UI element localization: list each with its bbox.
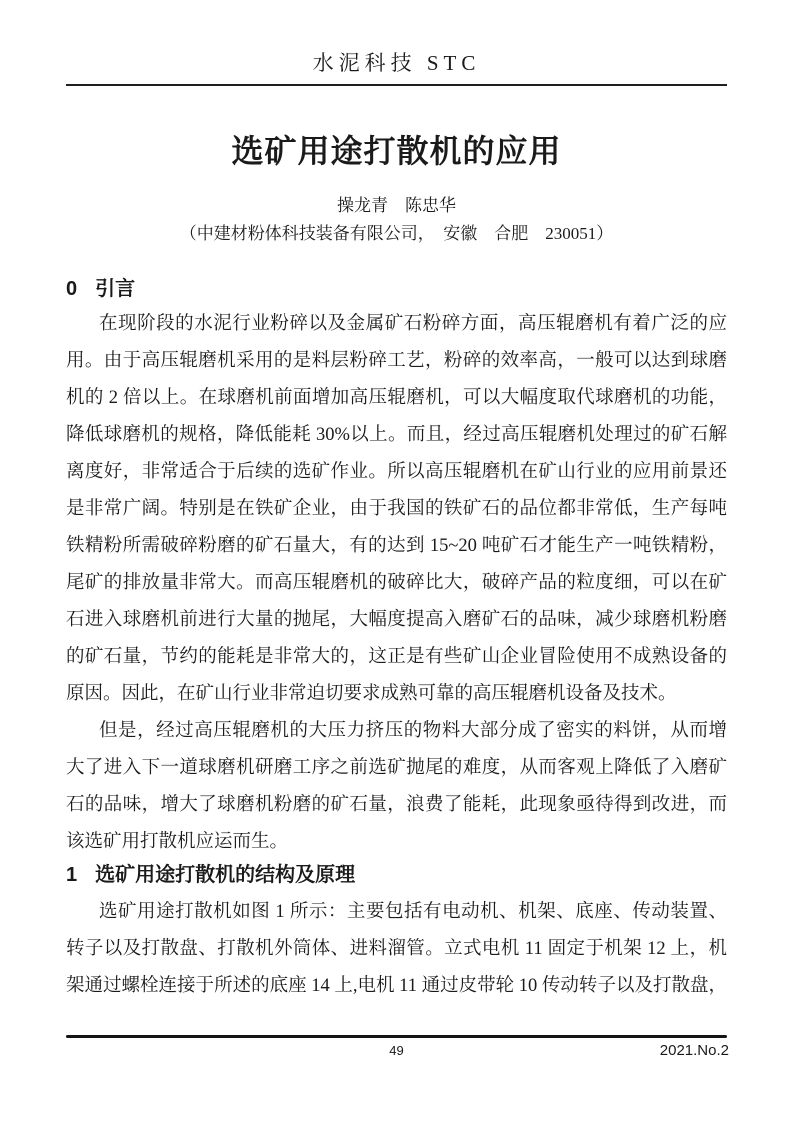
header-rule (66, 84, 727, 86)
paragraph (66, 894, 727, 1005)
text-line: 架通过螺栓连接于所述的底座 14 上,电机 11 通过皮带轮 10 传动转子以及打散盘， (66, 976, 727, 996)
article-title: 选矿用途打散机的应用 (231, 133, 562, 169)
issue-label: 2021.No.2 (659, 1042, 729, 1059)
text-line: 铁精粉所需破碎粉磨的矿石量大，有的达到 15~20 吨矿石才能生产一吨铁精粉， (66, 536, 727, 556)
text-line: 用。由于高压辊磨机采用的是料层粉碎工艺，粉碎的效率高，一般可以达到球磨 (66, 351, 727, 371)
text-line: 选矿用途打散机如图 1 所示：主要包括有电动机、机架、底座、传动装置、 (99, 902, 727, 922)
text-line: 的矿石量，节约的能耗是非常大的，这正是有些矿山企业冒险使用不成熟设备的 (66, 647, 727, 667)
text-line: 是非常广阔。特别是在铁矿企业，由于我国的铁矿石的品位都非常低，生产每吨 (66, 499, 727, 519)
section-number: 1 (66, 864, 78, 886)
text-line: 在现阶段的水泥行业粉碎以及金属矿石粉碎方面，高压辊磨机有着广泛的应 (99, 314, 727, 334)
page-number: 49 (389, 1043, 404, 1058)
text-line: 石的品味，增大了球磨机粉磨的矿石量，浪费了能耗，此现象亟待得到改进，而 (66, 795, 727, 815)
text-line: 机的 2 倍以上。在球磨机前面增加高压辊磨机，可以大幅度取代球磨机的功能， (66, 388, 727, 408)
section-title: 选矿用途打散机的结构及原理 (95, 864, 356, 886)
paragraph (66, 306, 727, 713)
text-line: 原因。因此，在矿山行业非常迫切要求成熟可靠的高压辊磨机设备及技术。 (66, 684, 677, 704)
text-line: 转子以及打散盘、打散机外筒体、进料溜管。立式电机 11 固定于机架 12 上，机 (66, 939, 727, 959)
text-line: 但是，经过高压辊磨机的大压力挤压的物料大部分成了密实的料饼，从而增 (99, 721, 727, 741)
text-line: 降低球磨机的规格，降低能耗 30%以上。而且，经过高压辊磨机处理过的矿石解 (66, 425, 727, 445)
section-0-body (66, 306, 727, 861)
section-title: 引言 (95, 278, 136, 300)
section-1-body (66, 894, 727, 1005)
paragraph (66, 713, 727, 861)
text-line: 大了进入下一道球磨机研磨工序之前选矿抛尾的难度，从而客观上降低了入磨矿 (66, 758, 727, 778)
authors: 操龙青 陈忠华 (337, 196, 456, 215)
section-heading-0 (66, 272, 135, 301)
journal-header: 水泥科技 STC (312, 51, 481, 75)
text-line: 尾矿的排放量非常大。而高压辊磨机的破碎比大，破碎产品的粒度细，可以在矿 (66, 573, 727, 593)
section-heading-1 (66, 858, 355, 887)
affiliation: （中建材粉体科技装备有限公司， 安徽 合肥 230051） (179, 224, 614, 243)
text-line: 离度好，非常适合于后续的选矿作业。所以高压辊磨机在矿山行业的应用前景还 (66, 462, 727, 482)
text-line: 石进入球磨机前进行大量的抛尾，大幅度提高入磨矿石的品味，减少球磨机粉磨 (66, 610, 727, 630)
footer-rule (66, 1035, 727, 1038)
section-number: 0 (66, 278, 78, 300)
text-line: 该选矿用打散机应运而生。 (66, 832, 289, 852)
